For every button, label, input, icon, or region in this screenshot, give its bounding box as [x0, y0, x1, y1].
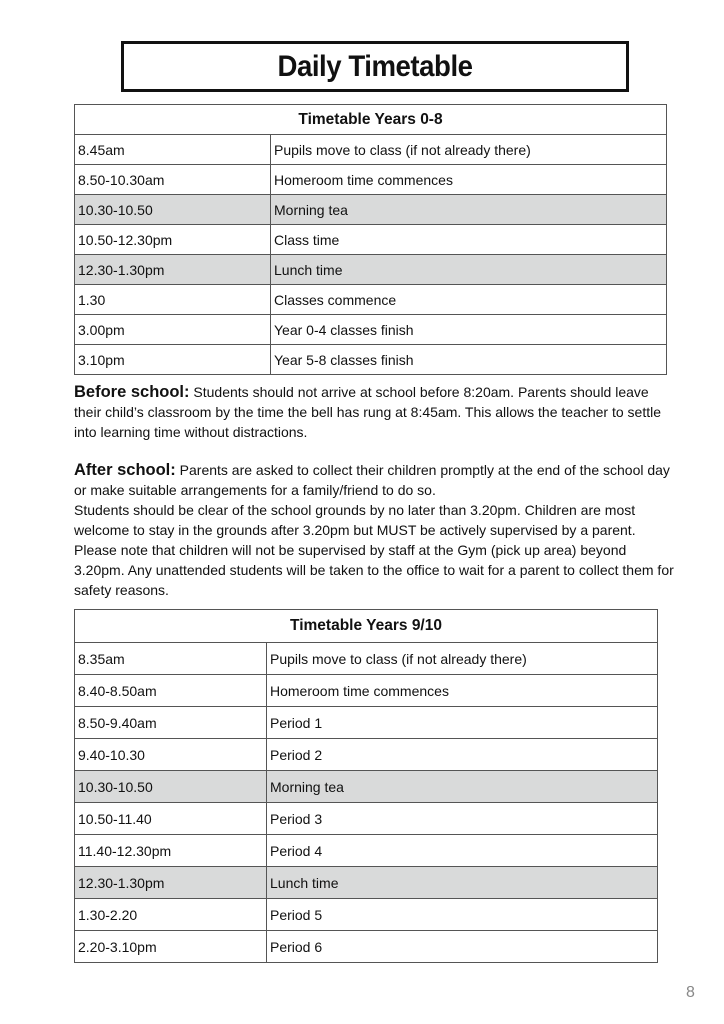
- table-row: [75, 675, 658, 707]
- table-row: [75, 255, 667, 285]
- before-school-paragraph: [74, 382, 674, 442]
- time-cell: 3.00pm: [75, 315, 271, 345]
- table-row: [75, 345, 667, 375]
- table-row: [75, 165, 667, 195]
- after-school-paragraph: [74, 460, 674, 600]
- activity-cell: Lunch time: [267, 867, 658, 899]
- activity-cell: Period 3: [267, 803, 658, 835]
- activity-cell: Pupils move to class (if not already there): [267, 643, 658, 675]
- table-row: [75, 643, 658, 675]
- table-row: [75, 931, 658, 963]
- activity-cell: Period 1: [267, 707, 658, 739]
- page-title: Daily Timetable: [277, 49, 473, 83]
- page-number: 8: [686, 984, 695, 1001]
- table-heading: Timetable Years 0-8: [75, 105, 667, 135]
- table-row: [75, 707, 658, 739]
- timetable-years-9-10: [74, 609, 658, 963]
- after-school-heading: After school:: [74, 461, 176, 479]
- activity-cell: Class time: [271, 225, 667, 255]
- table-row: [75, 899, 658, 931]
- activity-cell: Period 2: [267, 739, 658, 771]
- activity-cell: Year 5-8 classes finish: [271, 345, 667, 375]
- time-cell: 10.30-10.50: [75, 771, 267, 803]
- timetable-years-0-8: [74, 104, 667, 375]
- before-school-text: Students should not arrive at school before 8:20am. Parents should leave their child’s classroom by the time the bell has rung at 8:45am. This allows the teacher to settle into learning time without distractions.: [74, 384, 662, 440]
- activity-cell: Classes commence: [271, 285, 667, 315]
- table-row: [75, 739, 658, 771]
- activity-cell: Morning tea: [271, 195, 667, 225]
- table-body: [75, 643, 658, 963]
- table-row: [75, 285, 667, 315]
- activity-cell: Homeroom time commences: [271, 165, 667, 195]
- time-cell: 12.30-1.30pm: [75, 867, 267, 899]
- time-cell: 8.40-8.50am: [75, 675, 267, 707]
- activity-cell: Period 4: [267, 835, 658, 867]
- activity-cell: Pupils move to class (if not already there): [271, 135, 667, 165]
- time-cell: 1.30: [75, 285, 271, 315]
- activity-cell: Period 5: [267, 899, 658, 931]
- time-cell: 8.50-10.30am: [75, 165, 271, 195]
- table-row: [75, 867, 658, 899]
- time-cell: 12.30-1.30pm: [75, 255, 271, 285]
- table-row: [75, 315, 667, 345]
- activity-cell: Lunch time: [271, 255, 667, 285]
- activity-cell: Year 0-4 classes finish: [271, 315, 667, 345]
- table-body: [75, 135, 667, 375]
- table-row: [75, 225, 667, 255]
- time-cell: 8.45am: [75, 135, 271, 165]
- time-cell: 10.50-11.40: [75, 803, 267, 835]
- table-row: [75, 135, 667, 165]
- page-title-box: [121, 41, 629, 92]
- activity-cell: Homeroom time commences: [267, 675, 658, 707]
- table-row: [75, 803, 658, 835]
- time-cell: 8.50-9.40am: [75, 707, 267, 739]
- time-cell: 3.10pm: [75, 345, 271, 375]
- time-cell: 2.20-3.10pm: [75, 931, 267, 963]
- activity-cell: Morning tea: [267, 771, 658, 803]
- before-school-heading: Before school:: [74, 383, 190, 401]
- table-row: [75, 771, 658, 803]
- table-row: [75, 835, 658, 867]
- time-cell: 9.40-10.30: [75, 739, 267, 771]
- after-school-text: Parents are asked to collect their children promptly at the end of the school day or make suitable arrangements for a family/friend to do so.: [74, 462, 670, 498]
- time-cell: 10.50-12.30pm: [75, 225, 271, 255]
- time-cell: 10.30-10.50: [75, 195, 271, 225]
- table-heading: Timetable Years 9/10: [75, 610, 658, 643]
- after-school-text-2: Students should be clear of the school grounds by no later than 3.20pm. Children are most welcome to stay in the grounds after 3.20pm but MUST be actively supervised by a parent. Please note that children will not be supervised by staff at the Gym (pick up area) beyond 3.20pm. Any unattended students will be taken to the office to wait for a parent to collect them for safety reasons.: [74, 502, 674, 598]
- table-row: [75, 195, 667, 225]
- time-cell: 8.35am: [75, 643, 267, 675]
- activity-cell: Period 6: [267, 931, 658, 963]
- time-cell: 11.40-12.30pm: [75, 835, 267, 867]
- time-cell: 1.30-2.20: [75, 899, 267, 931]
